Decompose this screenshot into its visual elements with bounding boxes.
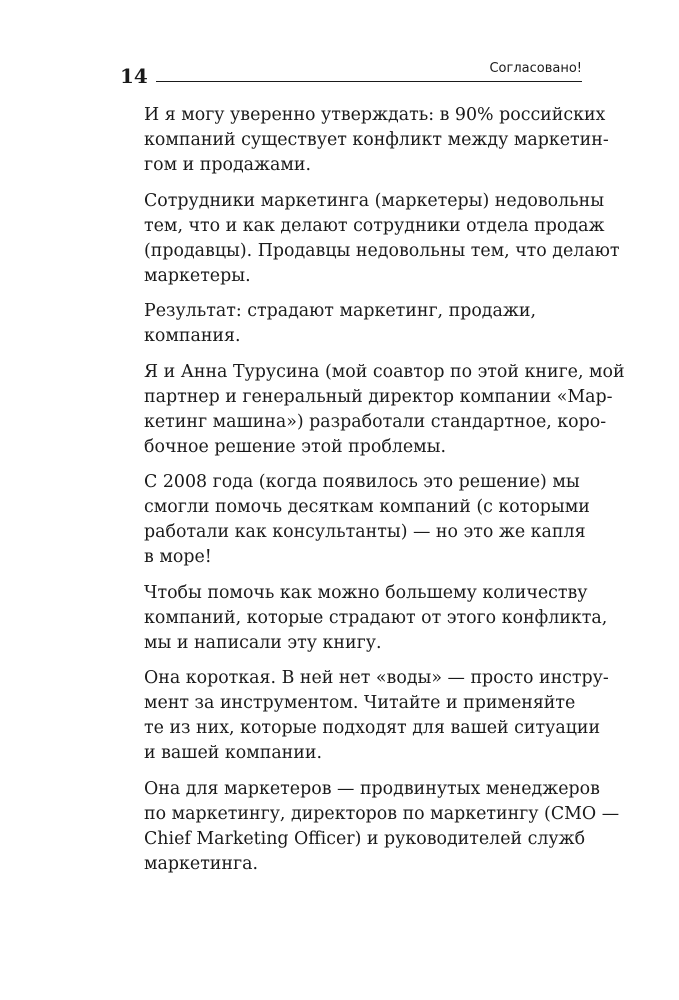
text-line: Она для маркетеров — продвинутых менеджеров <box>144 778 600 799</box>
paragraph <box>144 189 620 289</box>
page-header <box>120 60 582 90</box>
text-line: (продавцы). Продавцы недовольны тем, что делают <box>144 240 620 261</box>
text-line: И я могу уверенно утверждать: в 90% российских <box>144 105 606 125</box>
text-line: работали как консультанты) — но это же капля <box>144 522 586 542</box>
text-line: С 2008 года (когда появилось это решение) мы <box>144 472 580 492</box>
running-title: Согласовано! <box>489 61 582 76</box>
paragraph <box>144 360 625 460</box>
text-line: Сотрудники маркетинга (маркетеры) недовольны <box>144 190 605 211</box>
text-line: Результат: страдают маркетинг, продажи, <box>144 301 536 321</box>
text-line: Она короткая. В ней нет «воды» — просто инстру- <box>144 668 609 688</box>
text-line: маркетинга. <box>144 853 258 874</box>
text-line: компания. <box>144 326 241 346</box>
paragraph <box>144 777 620 877</box>
text-line: бочное решение этой проблемы. <box>144 436 447 457</box>
text-line: мы и написали эту книгу. <box>144 632 382 653</box>
text-line: в море! <box>144 547 212 567</box>
paragraph <box>144 103 609 178</box>
text-line: маркетеры. <box>144 265 251 286</box>
text-line: партнер и генеральный директор компании «Мар- <box>144 386 613 407</box>
text-line: кетинг машина») разработали стандартное, коро- <box>144 411 607 432</box>
paragraph <box>144 299 584 349</box>
text-line: компаний существует конфликт между маркетин- <box>144 130 609 150</box>
text-line: компаний, которые страдают от этого конфликта, <box>144 607 608 628</box>
paragraph <box>144 581 608 656</box>
text-line: смогли помочь десяткам компаний (с которыми <box>144 497 590 517</box>
text-line: те из них, которые подходят для вашей ситуации <box>144 718 601 738</box>
header-rule <box>156 81 582 82</box>
text-line: тем, что и как делают сотрудники отдела продаж <box>144 215 605 236</box>
text-line: Чтобы помочь как можно большему количеству <box>144 582 588 603</box>
text-line: Chief Marketing Officer) и руководителей служб <box>144 828 586 849</box>
page-number: 14 <box>120 64 148 88</box>
text-line: гом и продажами. <box>144 155 312 175</box>
paragraph <box>144 470 590 570</box>
body-text <box>144 103 625 887</box>
text-line: по маркетингу, директоров по маркетингу (CMO — <box>144 803 620 824</box>
text-line: и вашей компании. <box>144 743 322 763</box>
text-line: Я и Анна Турусина (мой соавтор по этой книге, мой <box>144 361 625 382</box>
paragraph <box>144 666 609 766</box>
text-line: мент за инструментом. Читайте и применяйте <box>144 693 576 713</box>
